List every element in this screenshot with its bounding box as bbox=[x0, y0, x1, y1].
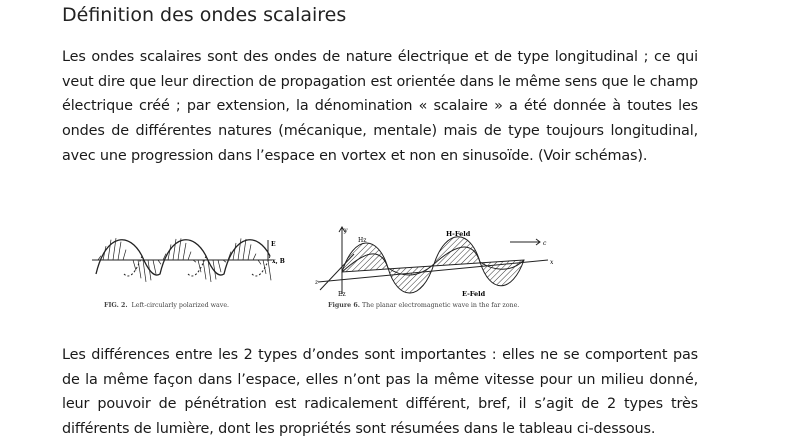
field-vector bbox=[253, 254, 256, 260]
figure-right-caption bbox=[328, 302, 564, 309]
figure-left-caption bbox=[104, 302, 292, 309]
field-vector bbox=[173, 239, 176, 260]
field-vector bbox=[123, 250, 126, 260]
field-vector bbox=[203, 260, 206, 279]
label-c: c bbox=[543, 240, 547, 247]
figure-right-caption-lead: Figure 6. bbox=[328, 302, 360, 309]
comparison-paragraph: Les différences entre les 2 types d’ondes sont importantes : elles ne se comportent pas de la même façon dans l’espace, elles n’ont pas la même vitesse pour un milieu donné, leur pouvoir de pénétration est radicalement différent, bref, il s’agit de 2 types très différents de lumière, dont les propriétés sont résumées dans le tableau ci-dessous. bbox=[62, 347, 698, 438]
label-x: x bbox=[550, 259, 554, 266]
field-vector bbox=[198, 260, 201, 272]
section-heading: Définition des ondes scalaires bbox=[62, 4, 347, 26]
label-ez: Ez bbox=[338, 291, 346, 298]
circular-wave-drawing bbox=[92, 226, 292, 298]
label-z: z bbox=[315, 279, 319, 286]
label-y: y bbox=[344, 227, 348, 234]
label-h-feld: H-Feld bbox=[446, 230, 471, 238]
field-vector bbox=[133, 260, 136, 270]
field-vector bbox=[218, 260, 221, 272]
figure-left-caption-text: Left-circularly polarized wave. bbox=[131, 302, 230, 309]
field-vector bbox=[233, 243, 236, 260]
field-vector bbox=[243, 239, 246, 260]
field-vector bbox=[158, 260, 161, 264]
figure-circular-polarized-wave bbox=[92, 226, 292, 309]
field-vector bbox=[188, 252, 191, 260]
field-vector bbox=[153, 260, 156, 274]
field-vector bbox=[118, 242, 121, 260]
intro-paragraph: Les ondes scalaires sont des ondes de nature électrique et de type longitudinal ; ce qui veut dire que leur direction de propagation est orientée dans le même sens que le champ électrique créé ; par extension, la dénomination « scalaire » a été donnée à toutes les ondes de différentes natures (mécanique, mentale) mais de type toujours longitudinal, avec une progression dans l’espace en vortex et non en sinusoïde. (Voir schémas). bbox=[62, 49, 698, 164]
field-vector bbox=[263, 260, 266, 274]
figure-planar-em-wave bbox=[314, 224, 564, 309]
em-wave-drawing bbox=[314, 224, 564, 300]
label-e: E bbox=[271, 241, 276, 248]
label-x-b: x, B bbox=[272, 258, 285, 265]
field-vector bbox=[108, 240, 111, 260]
helix-front-curve bbox=[96, 240, 270, 275]
field-vector bbox=[148, 260, 151, 280]
field-vector bbox=[138, 260, 141, 278]
figure-right-caption-text: The planar electromagnetic wave in the far zone. bbox=[361, 302, 520, 309]
label-hz: Hz bbox=[358, 237, 367, 244]
field-vector bbox=[258, 260, 261, 264]
figure-left-caption-lead: FIG. 2. bbox=[104, 302, 128, 309]
field-vector bbox=[248, 244, 251, 260]
field-vector bbox=[238, 238, 241, 260]
field-vector bbox=[268, 260, 271, 280]
field-vector bbox=[183, 243, 186, 260]
label-e-feld: E-Feld bbox=[462, 290, 486, 298]
